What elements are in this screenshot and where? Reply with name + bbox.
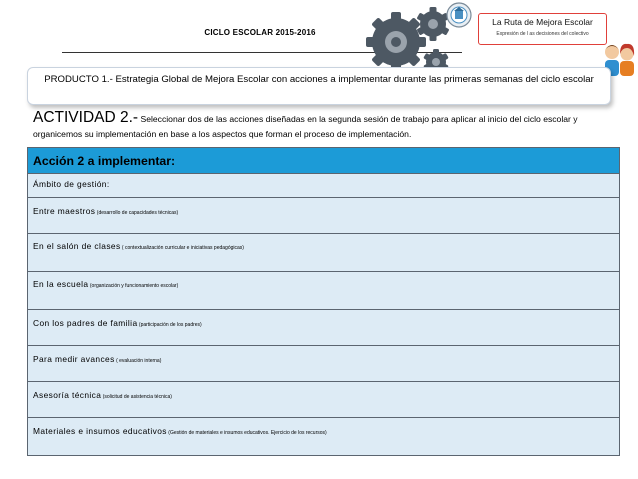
table-header-row — [28, 148, 620, 174]
table-header: Acción 2 a implementar: — [28, 148, 620, 174]
row-note: ( evaluación interna) — [114, 358, 162, 364]
row-label: Asesoría técnica — [33, 390, 102, 400]
table-row — [28, 418, 620, 456]
row-label: En el salón de clases — [33, 241, 121, 251]
row-note: (participación de los padres) — [137, 322, 202, 328]
activity-paragraph — [33, 110, 615, 142]
row-note: (solicitud de asistencia técnica) — [101, 394, 172, 400]
row-label: En la escuela — [33, 279, 89, 289]
table-row — [28, 382, 620, 418]
table-row — [28, 198, 620, 234]
row-note: (organización y funcionamiento escolar) — [88, 283, 179, 289]
table-row — [28, 310, 620, 346]
row-label: Entre maestros — [33, 206, 96, 216]
row-note: (Gestión de materiales e insumos educativos. Ejercicio de los recursos) — [166, 430, 327, 436]
row-note: ( contextualización curricular e iniciativas pedagógicas) — [120, 245, 244, 251]
school-badge-icon — [443, 1, 475, 29]
route-box — [478, 13, 607, 45]
row-label: Materiales e insumos educativos — [33, 426, 167, 436]
activity-title: ACTIVIDAD 2.- — [33, 109, 139, 126]
action-table — [27, 147, 620, 456]
cycle-title: CICLO ESCOLAR 2015-2016 — [204, 28, 316, 37]
table-row — [28, 272, 620, 310]
route-subtitle: Expresión de l as decisiones del colectivo — [496, 31, 589, 37]
product-box: PRODUCTO 1.- Estrategia Global de Mejora Escolar con acciones a implementar durante las primeras semanas del ciclo escolar — [27, 67, 611, 105]
row-label: Para medir avances — [33, 354, 115, 364]
row-label: Ámbito de gestión: — [33, 179, 110, 189]
activity-text: Seleccionar dos de las acciones diseñadas en la segunda sesión de trabajo para aplicar al inicio del ciclo escolar y organicemos su implementación en base a los aspectos que forman el proceso de implementación. — [33, 114, 578, 139]
route-title: La Ruta de Mejora Escolar — [492, 17, 593, 27]
table-row — [28, 346, 620, 382]
table-row — [28, 174, 620, 198]
row-note: (desarrollo de capacidades técnicas) — [95, 210, 179, 216]
table-row — [28, 234, 620, 272]
row-label: Con los padres de familia — [33, 318, 138, 328]
